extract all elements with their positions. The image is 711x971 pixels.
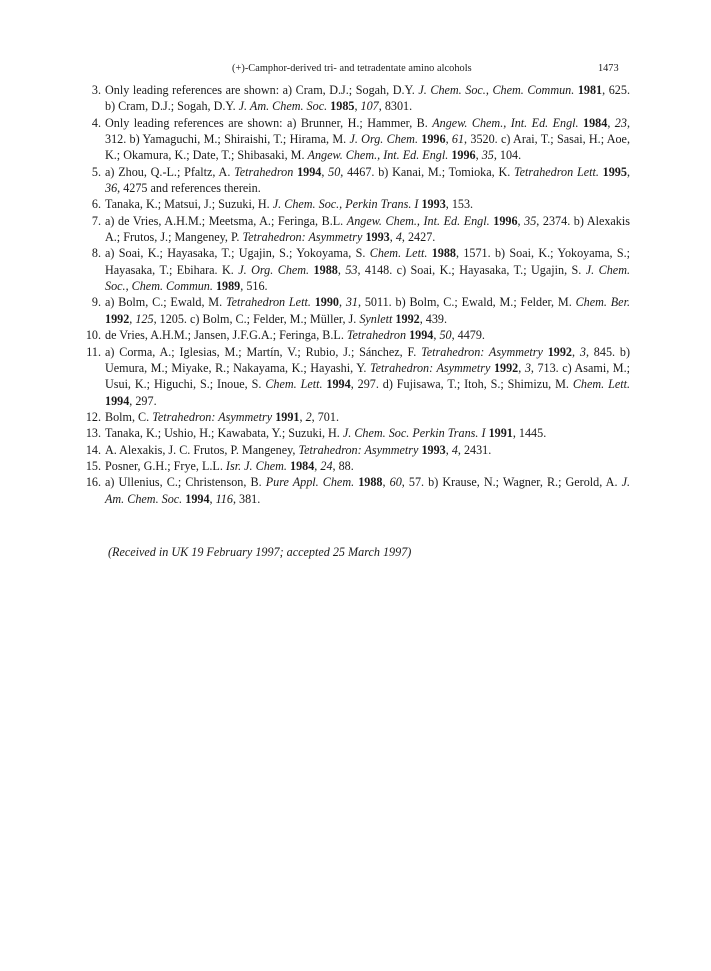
page-number: 1473	[598, 63, 619, 74]
reference-segment: , 4479.	[451, 328, 485, 343]
reference-italic: Tetrahedron: Asymmetry	[242, 230, 363, 245]
reference-italic: J. Org. Chem.	[349, 132, 418, 147]
reference-italic: 35	[481, 148, 494, 163]
reference-item	[84, 164, 630, 197]
reference-number: 12.	[85, 409, 101, 424]
reference-text	[105, 443, 491, 457]
reference-segment: ,	[382, 475, 390, 490]
reference-segment: , 1445.	[512, 426, 547, 441]
reference-segment: ,	[389, 230, 396, 245]
reference-italic: J. Am. Chem. Soc.	[105, 475, 631, 506]
reference-item	[84, 409, 630, 425]
reference-italic: 4	[451, 442, 458, 457]
reference-item	[84, 425, 630, 441]
reference-number: 3.	[91, 83, 101, 97]
reference-bold: 1995	[602, 164, 627, 179]
reference-number: 5.	[91, 164, 101, 179]
reference-number: 7.	[91, 213, 101, 228]
reference-segment: ,	[445, 132, 452, 147]
reference-segment: a) Soai, K.; Hayasaka, T.; Ugajin, S.; Yokoyama, S.	[105, 246, 370, 261]
reference-segment: , 516.	[240, 279, 268, 294]
reference-italic: 125	[135, 311, 154, 326]
reference-italic: 3	[579, 344, 586, 359]
reference-italic: 23	[614, 115, 627, 130]
reference-list	[84, 82, 630, 507]
reference-italic: 50	[439, 328, 452, 343]
reference-segment: , 104.	[493, 148, 522, 163]
reference-italic: Tetrahedron: Asymmetry	[152, 409, 273, 424]
reference-segment: ,	[571, 344, 580, 359]
reference-segment: , 4148. c) Soai, K.; Hayasaka, T.; Ugajin, S.	[357, 262, 586, 277]
reference-segment: , 5011. b) Bolm, C.; Ewald, M.; Felder, M.	[357, 295, 576, 310]
reference-segment: ,	[517, 213, 525, 228]
reference-bold: 1988	[358, 475, 383, 490]
reference-segment: a) Bolm, C.; Ewald, M.	[105, 295, 226, 310]
reference-italic: Tetrahedron	[346, 328, 407, 343]
reference-segment: ,	[433, 328, 440, 343]
reference-number: 15.	[85, 458, 101, 473]
reference-item	[84, 458, 630, 474]
reference-text	[105, 295, 630, 325]
reference-segment: ,	[354, 99, 361, 114]
reference-italic: 36	[105, 181, 118, 196]
reference-italic: Angew. Chem., Int. Ed. Engl.	[346, 213, 490, 228]
reference-number: 6.	[91, 197, 101, 212]
reference-segment: , 845. b) Uemura, M.; Miyake, R.; Nakayama, K.; Hayashi, Y.	[105, 344, 630, 375]
reference-segment: , 88.	[332, 458, 354, 473]
reference-bold: 1994	[185, 491, 210, 506]
reference-bold: 1992	[493, 360, 519, 375]
reference-segment: ,	[129, 311, 136, 326]
reference-italic: Tetrahedron Lett.	[225, 295, 311, 310]
reference-segment: ,	[338, 295, 346, 310]
reference-item	[84, 245, 630, 294]
received-note: (Received in UK 19 February 1997; accepted 25 March 1997)	[108, 545, 412, 559]
reference-italic: Tetrahedron Lett.	[514, 164, 599, 179]
reference-segment: , 4467. b) Kanai, M.; Tomioka, K.	[340, 164, 515, 179]
reference-segment: , 713. c) Asami, M.; Usui, K.; Higuchi, S.; Inoue, S.	[105, 360, 631, 392]
reference-italic: Synlett	[359, 311, 393, 326]
reference-bold: 1996	[493, 213, 518, 228]
reference-segment: ,	[209, 491, 216, 506]
reference-italic: Chem. Ber.	[575, 295, 630, 310]
reference-italic: 116	[215, 491, 233, 506]
reference-item	[84, 294, 630, 327]
reference-bold: 1994	[105, 393, 130, 408]
reference-number: 13.	[85, 426, 101, 441]
reference-italic: Angew. Chem., Int. Ed. Engl.	[432, 115, 579, 130]
reference-italic: Tetrahedron	[234, 164, 294, 179]
reference-segment: , 312. b) Yamaguchi, M.; Shiraishi, T.; Hirama, M.	[105, 115, 630, 147]
reference-italic: Pure Appl. Chem.	[265, 475, 355, 490]
reference-italic: 2	[305, 409, 312, 424]
reference-italic: Chem. Lett.	[572, 377, 630, 392]
reference-italic: Tetrahedron: Asymmetry	[298, 442, 419, 457]
page-header	[0, 63, 711, 81]
reference-bold: 1994	[326, 377, 351, 392]
reference-segment: , 381.	[232, 491, 261, 506]
reference-italic: 53	[345, 262, 358, 277]
reference-bold: 1992	[547, 344, 572, 359]
reference-segment: a) Zhou, Q.-L.; Pfaltz, A.	[105, 164, 235, 179]
reference-segment: de Vries, A.H.M.; Jansen, J.F.G.A.; Feringa, B.L.	[105, 328, 347, 343]
reference-text	[105, 214, 630, 244]
reference-text	[105, 459, 354, 473]
reference-number: 10.	[85, 328, 101, 343]
reference-text	[105, 116, 630, 163]
reference-bold: 1990	[314, 295, 339, 310]
reference-text	[105, 345, 630, 408]
reference-segment: , 57. b) Krause, N.; Wagner, R.; Gerold, A.	[401, 475, 622, 490]
reference-italic: Tetrahedron: Asymmetry	[421, 344, 543, 359]
reference-segment: Bolm, C.	[105, 409, 153, 424]
reference-segment: , 4275 and references therein.	[117, 181, 261, 196]
reference-segment: Tanaka, K.; Ushio, H.; Kawabata, Y.; Suzuki, H.	[105, 426, 343, 441]
reference-item	[84, 196, 630, 212]
reference-item	[84, 474, 630, 507]
reference-item	[84, 344, 630, 409]
reference-bold: 1992	[395, 311, 420, 326]
reference-bold: 1994	[409, 328, 434, 343]
reference-segment: , 297. d) Fujisawa, T.; Itoh, S.; Shimizu, M.	[350, 377, 573, 392]
reference-bold: 1992	[105, 311, 130, 326]
reference-segment: Tanaka, K.; Matsui, J.; Suzuki, H.	[105, 197, 273, 212]
reference-text	[105, 426, 546, 440]
reference-text	[105, 197, 473, 211]
reference-italic: Chem. Lett.	[369, 246, 428, 261]
reference-segment: , 2431.	[457, 442, 492, 457]
reference-segment: , 8301.	[378, 99, 413, 114]
reference-segment: , 2374. b) Alexakis A.; Frutos, J.; Mangeney, P.	[105, 213, 630, 245]
reference-segment: , 701.	[311, 409, 339, 424]
reference-segment: ,	[475, 148, 482, 163]
reference-segment: A. Alexakis, J. C. Frutos, P. Mangeney,	[105, 442, 299, 457]
reference-item	[84, 115, 630, 164]
reference-italic: 35	[524, 213, 537, 228]
reference-segment: , 439.	[419, 311, 448, 326]
reference-segment: ,	[299, 409, 306, 424]
reference-bold: 1993	[365, 230, 390, 245]
reference-italic: 24	[320, 458, 333, 473]
reference-segment: ,	[321, 164, 329, 179]
reference-text	[105, 246, 630, 293]
reference-item	[84, 82, 630, 115]
reference-italic: 60	[389, 475, 402, 490]
reference-item	[84, 442, 630, 458]
reference-segment: Only leading references are shown: a) Brunner, H.; Hammer, B.	[105, 115, 433, 130]
reference-italic: Tetrahedron: Asymmetry	[369, 360, 491, 375]
reference-bold: 1985	[330, 99, 355, 114]
reference-segment: , 1571. b) Soai, K.; Yokoyama, S.; Hayasaka, T.; Ebihara. K.	[105, 246, 630, 277]
reference-italic: J. Chem. Soc., Chem. Commun.	[105, 262, 631, 294]
reference-bold: 1981	[577, 83, 603, 97]
reference-segment: Posner, G.H.; Frye, L.L.	[105, 458, 226, 473]
reference-segment: , 1205. c) Bolm, C.; Felder, M.; Müller, J.	[153, 311, 360, 326]
reference-bold: 1996	[451, 148, 476, 163]
reference-segment: , 153.	[445, 197, 474, 212]
reference-italic: 4	[395, 230, 402, 245]
reference-italic: 31	[345, 295, 358, 310]
reference-bold: 1988	[431, 246, 456, 261]
reference-segment: ,	[607, 115, 615, 130]
reference-segment: a) Corma, A.; Iglesias, M.; Martín, V.; Rubio, J.; Sánchez, F.	[105, 344, 422, 359]
reference-segment: a) de Vries, A.H.M.; Meetsma, A.; Feringa, B.L.	[105, 213, 347, 228]
reference-item	[84, 213, 630, 246]
reference-text	[105, 410, 339, 424]
reference-number: 14.	[85, 442, 101, 457]
reference-italic: J. Chem. Soc., Perkin Trans. I	[272, 197, 419, 212]
reference-italic: 3	[524, 360, 531, 375]
reference-segment: ,	[337, 262, 346, 277]
reference-bold: 1994	[297, 164, 322, 179]
reference-italic: J. Org. Chem.	[238, 262, 310, 277]
running-title: (+)-Camphor-derived tri- and tetradentate amino alcohols	[232, 63, 472, 74]
reference-number: 11.	[86, 344, 101, 359]
reference-italic: J. Am. Chem. Soc.	[238, 99, 328, 114]
reference-italic: J. Chem. Soc., Chem. Commun.	[418, 83, 575, 97]
reference-bold: 1996	[421, 132, 446, 147]
reference-segment: , 3520. c) Arai, T.; Sasai, H.; Aoe, K.; Okamura, K.; Date, T.; Shibasaki, M.	[105, 132, 630, 163]
reference-segment: a) Ullenius, C.; Christenson, B.	[105, 475, 266, 490]
reference-italic: J. Chem. Soc. Perkin Trans. I	[342, 426, 486, 441]
reference-italic: 107	[360, 99, 379, 114]
reference-text	[105, 328, 485, 342]
reference-number: 9.	[91, 295, 101, 310]
reference-italic: Angew. Chem., Int. Ed. Engl.	[307, 148, 449, 163]
reference-item	[84, 327, 630, 343]
reference-text	[105, 83, 630, 113]
reference-italic: 61	[451, 132, 465, 147]
reference-italic: 50	[328, 164, 341, 179]
reference-text	[105, 475, 630, 505]
reference-bold: 1993	[421, 197, 446, 212]
reference-bold: 1989	[215, 279, 241, 294]
reference-segment: ,	[626, 164, 630, 179]
reference-segment: , 625. b) Cram, D.J.; Sogah, D.Y.	[105, 83, 630, 114]
reference-segment: ,	[518, 360, 525, 375]
reference-italic: Isr. J. Chem.	[225, 458, 287, 473]
reference-italic: Chem. Lett.	[265, 377, 323, 392]
reference-segment: ,	[314, 458, 321, 473]
reference-bold: 1984	[290, 458, 315, 473]
reference-segment: , 297.	[129, 393, 157, 408]
reference-number: 16.	[85, 475, 101, 490]
reference-segment: , 2427.	[401, 230, 436, 245]
reference-number: 4.	[91, 115, 101, 130]
reference-text	[105, 165, 630, 195]
reference-segment: Only leading references are shown: a) Cram, D.J.; Sogah, D.Y.	[105, 83, 419, 97]
reference-number: 8.	[91, 246, 101, 261]
reference-bold: 1993	[421, 442, 446, 457]
reference-bold: 1991	[488, 426, 513, 441]
reference-bold: 1991	[275, 409, 300, 424]
reference-bold: 1988	[313, 262, 338, 277]
reference-bold: 1984	[583, 115, 608, 130]
reference-segment: ,	[445, 442, 452, 457]
